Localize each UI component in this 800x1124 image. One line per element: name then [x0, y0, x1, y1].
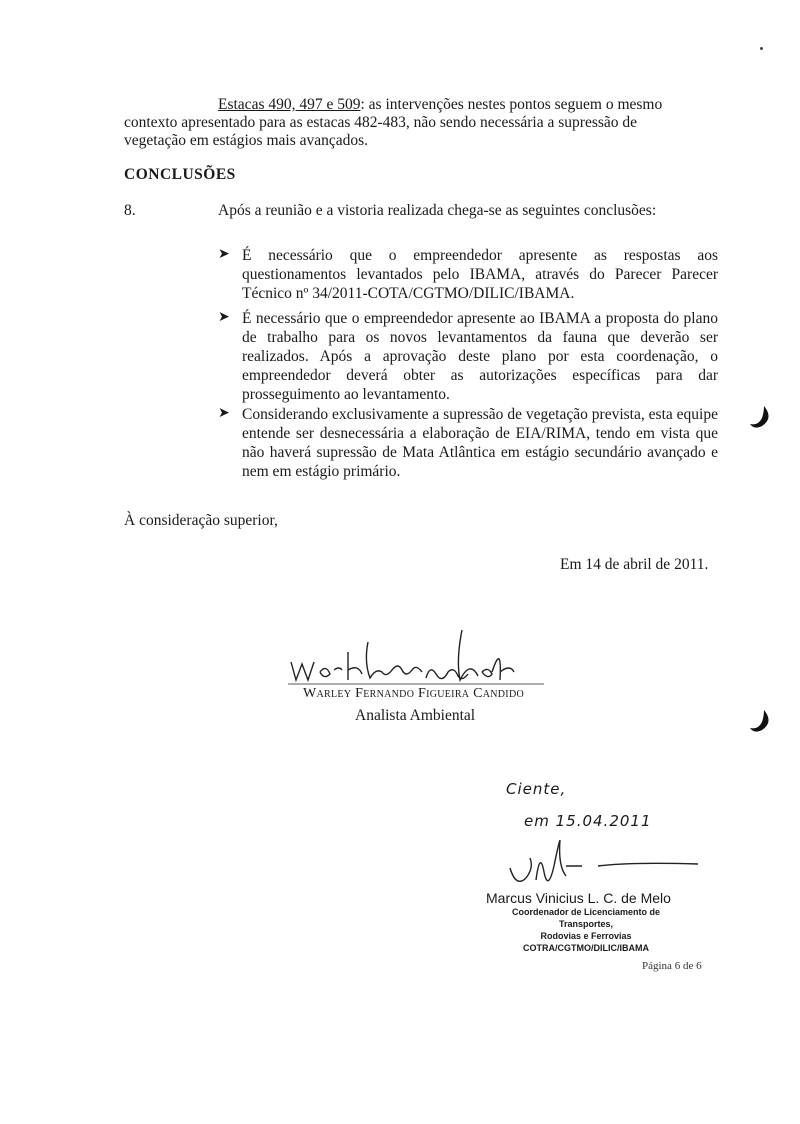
bullet-1 [218, 246, 718, 303]
stamp-line-3: COTRA/CGTMO/DILIC/IBAMA [523, 943, 649, 953]
date-line: Em 14 de abril de 2011. [560, 556, 709, 573]
signature-scribble-icon [286, 622, 546, 692]
signatory-role: Analista Ambiental [355, 707, 476, 724]
stakes-reference: Estacas 490, 497 e 509 [218, 96, 361, 113]
handwritten-date: em 15.04.2011 [524, 812, 652, 830]
stamp-block [486, 890, 686, 954]
section-heading: CONCLUSÕES [124, 166, 236, 183]
intro-text-1: : as intervenções nestes pontos seguem o mesmo [360, 96, 663, 113]
signatory-name: Warley Fernando Figueira Candido [303, 686, 524, 701]
item-intro: Após a reunião e a vistoria realizada chega-se as seguintes conclusões: [218, 202, 657, 219]
stamp-name: Marcus Vinicius L. C. de Melo [486, 890, 671, 906]
stamp-line-1: Coordenador de Licenciamento de Transportes, [511, 907, 661, 929]
stamp-line-2: Rodovias e Ferrovias [540, 931, 632, 941]
page-number: Página 6 de 6 [642, 960, 702, 972]
bullet-2 [218, 309, 718, 404]
arrow-bullet-icon: ➤ [218, 310, 230, 325]
ciente-annotation: Ciente, [506, 780, 567, 798]
binding-hole-icon [750, 404, 772, 428]
intro-line-1 [124, 96, 716, 114]
bullet-2-text: É necessário que o empreendedor apresente ao IBAMA a proposta do plano de trabalho para os novos levantamentos da fauna que deverão ser realizados. Após a aprovação deste plano por esta coordenação, o empreendedor deverá obter as autorizações específicas para dar prosseguimento ao levantamento. [242, 310, 718, 403]
item-number: 8. [124, 202, 136, 219]
arrow-bullet-icon: ➤ [218, 247, 230, 262]
closing-text: À consideração superior, [124, 512, 278, 529]
intro-line-3: vegetação em estágios mais avançados. [124, 132, 369, 149]
arrow-bullet-icon: ➤ [218, 406, 230, 421]
bullet-1-text: É necessário que o empreendedor apresente as respostas aos questionamentos levantados pelo IBAMA, através do Parecer Parecer Técnico nº 34/2011-COTA/CGTMO/DILIC/IBAMA. [242, 247, 718, 302]
binding-hole-icon [750, 708, 772, 732]
intro-paragraph [124, 96, 716, 150]
speck-mark [760, 47, 763, 50]
bullet-3-text: Considerando exclusivamente a supressão de vegetação prevista, esta equipe entende ser desnecessária a elaboração de EIA/RIMA, tendo em vista que não haverá supressão de Mata Atlântica em estágio secundário avançado e nem em estágio primário. [242, 406, 718, 480]
intro-line-2: contexto apresentado para as estacas 482-483, não sendo necessária a supressão de [124, 114, 638, 131]
bullet-3 [218, 405, 718, 481]
